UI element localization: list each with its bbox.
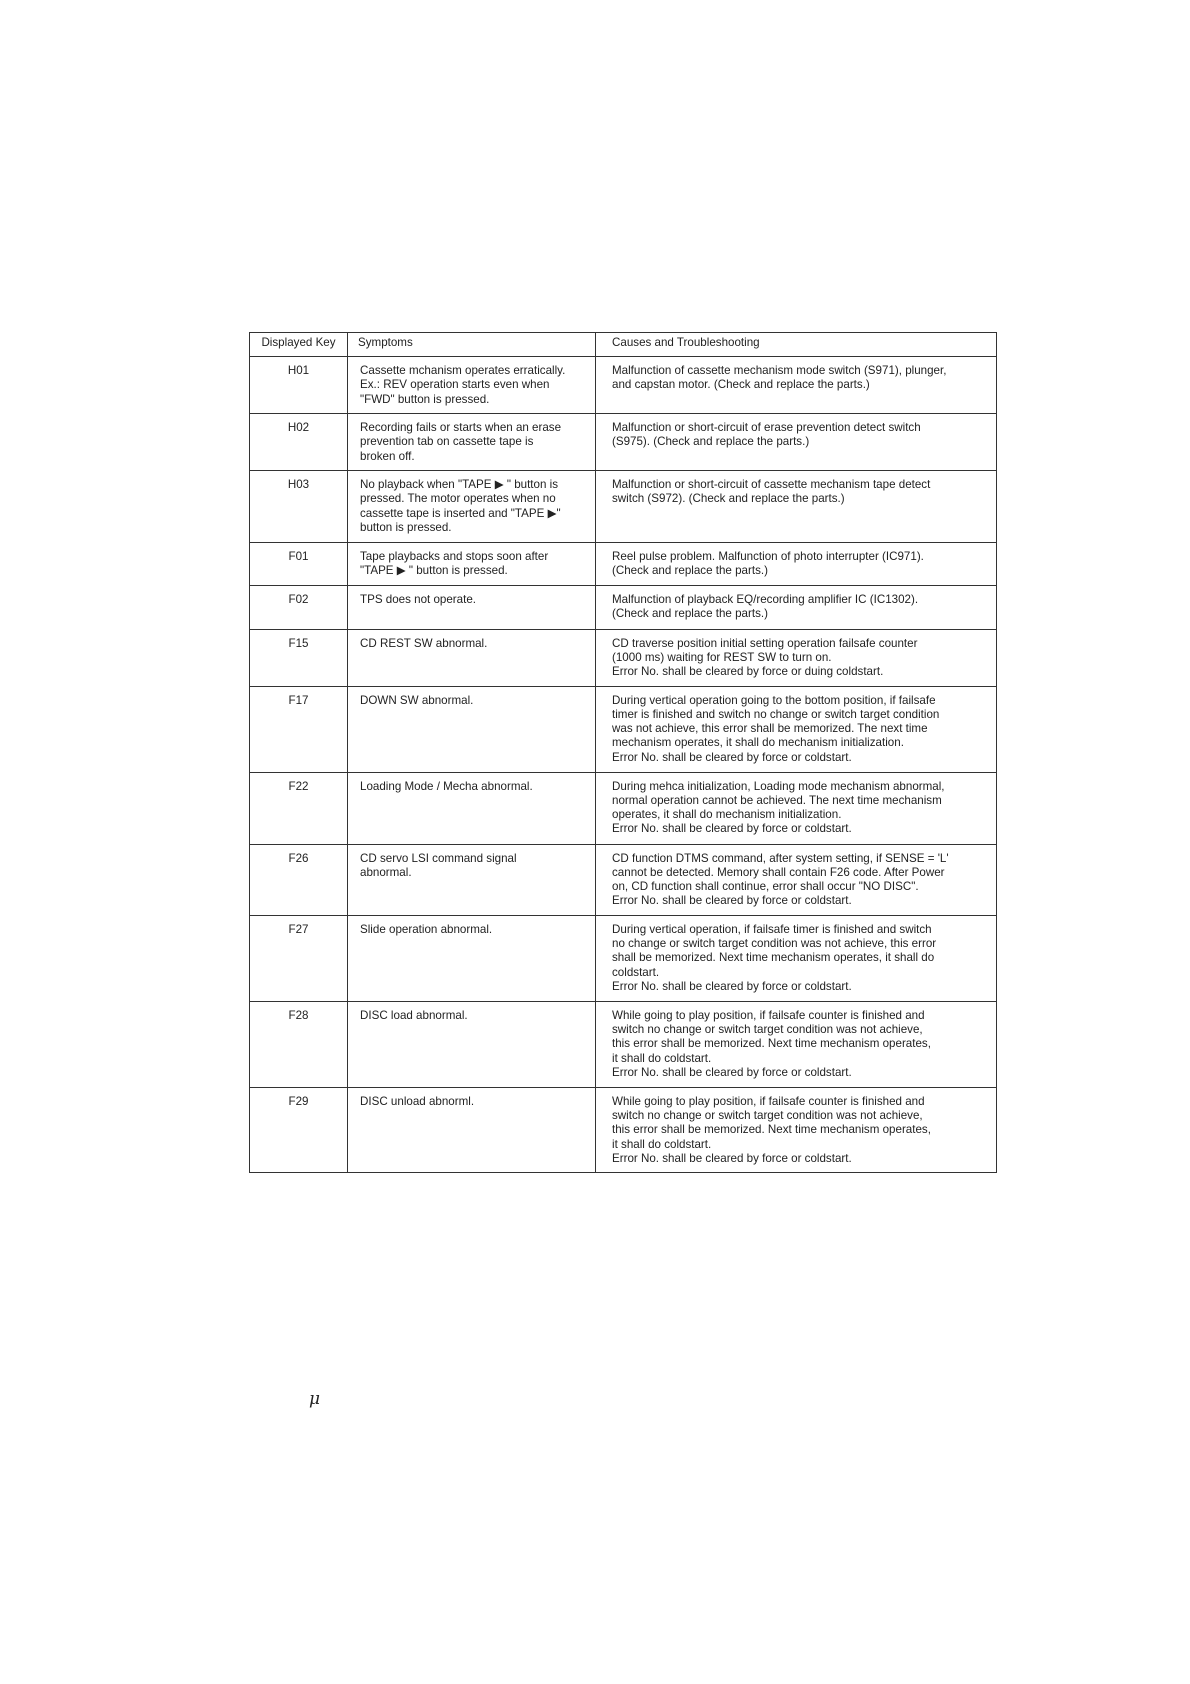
- symptom-line: prevention tab on cassette tape is: [360, 435, 534, 449]
- displayed-key-cell: F29: [250, 1087, 348, 1172]
- causes-cell: [596, 585, 997, 629]
- causes-cell: [596, 772, 997, 844]
- table-row: [250, 686, 997, 772]
- symptom-line: DISC load abnormal.: [360, 1008, 468, 1022]
- cause-line: coldstart.: [612, 965, 660, 979]
- cause-line: CD function DTMS command, after system setting, if SENSE = 'L': [612, 851, 949, 865]
- cause-line: and capstan motor. (Check and replace the parts.): [612, 378, 870, 392]
- symptoms-cell: [348, 844, 596, 915]
- cause-line: Error No. shall be cleared by force or coldstart.: [612, 822, 852, 836]
- table-row: [250, 357, 997, 414]
- table-row: [250, 772, 997, 844]
- cause-line: Error No. shall be cleared by force or coldstart.: [612, 1065, 852, 1079]
- symptom-line: Recording fails or starts when an erase: [360, 421, 562, 434]
- cause-line: was not achieve, this error shall be memorized. The next time: [612, 722, 928, 736]
- causes-cell: [596, 629, 997, 686]
- symptom-line: No playback when "TAPE ▶ " button is: [360, 478, 559, 491]
- table-body: [250, 357, 997, 1173]
- cause-line: Error No. shall be cleared by force or coldstart.: [612, 894, 852, 908]
- symptom-line: DISC unload abnorml.: [360, 1094, 475, 1108]
- cause-line: this error shall be memorized. Next time mechanism operates,: [612, 1123, 931, 1137]
- table-row: [250, 1087, 997, 1172]
- cause-line: timer is finished and switch no change or switch target condition: [612, 707, 940, 721]
- cause-line: no change or switch target condition was not achieve, this error: [612, 937, 937, 951]
- symptom-line: TPS does not operate.: [360, 592, 477, 606]
- causes-cell: [596, 1087, 997, 1172]
- displayed-key-cell: H03: [250, 471, 348, 543]
- symptom-line: CD servo LSI command signal: [360, 851, 517, 865]
- cause-line: (Check and replace the parts.): [612, 564, 768, 578]
- displayed-key-cell: F28: [250, 1001, 348, 1087]
- cause-line: Error No. shall be cleared by force or coldstart.: [612, 750, 852, 764]
- table-row: [250, 471, 997, 543]
- cause-line: (S975). (Check and replace the parts.): [612, 435, 810, 449]
- cause-line: CD traverse position initial setting operation failsafe counter: [612, 636, 918, 650]
- symptoms-cell: [348, 772, 596, 844]
- displayed-key-cell: F17: [250, 686, 348, 772]
- displayed-key-cell: F02: [250, 585, 348, 629]
- symptom-line: DOWN SW abnormal.: [360, 693, 474, 707]
- symptoms-cell: [348, 1001, 596, 1087]
- causes-cell: [596, 471, 997, 543]
- table-row: [250, 585, 997, 629]
- causes-cell: [596, 844, 997, 915]
- cause-line: shall be memorized. Next time mechanism operates, it shall do: [612, 951, 935, 965]
- displayed-key-cell: F27: [250, 915, 348, 1001]
- cause-line: During vertical operation going to the bottom position, if failsafe: [612, 693, 936, 707]
- cause-line: Error No. shall be cleared by force or duing coldstart.: [612, 665, 884, 679]
- symptom-line: button is pressed.: [360, 520, 452, 534]
- error-code-table: [249, 332, 997, 1173]
- symptom-line: Loading Mode / Mecha abnormal.: [360, 779, 533, 793]
- table-row: [250, 543, 997, 586]
- mu-symbol: μ: [309, 1389, 321, 1409]
- cause-line: this error shall be memorized. Next time mechanism operates,: [612, 1037, 931, 1051]
- cause-line: it shall do coldstart.: [612, 1137, 712, 1151]
- cause-line: switch (S972). (Check and replace the parts.): [612, 492, 845, 506]
- displayed-key-cell: H01: [250, 357, 348, 414]
- displayed-key-cell: F15: [250, 629, 348, 686]
- cause-line: (Check and replace the parts.): [612, 606, 768, 620]
- cause-line: (1000 ms) waiting for REST SW to turn on.: [612, 650, 832, 664]
- cause-line: operates, it shall do mechanism initialization.: [612, 808, 842, 822]
- symptom-line: Slide operation abnormal.: [360, 922, 493, 936]
- displayed-key-cell: F01: [250, 543, 348, 586]
- symptoms-cell: [348, 357, 596, 414]
- header-causes: Causes and Troubleshooting: [596, 333, 997, 357]
- symptom-line: Tape playbacks and stops soon after: [360, 550, 549, 563]
- symptoms-cell: [348, 585, 596, 629]
- symptom-line: Ex.: REV operation starts even when: [360, 378, 550, 392]
- causes-cell: [596, 357, 997, 414]
- cause-line: During vertical operation, if failsafe timer is finished and switch: [612, 922, 932, 936]
- cause-line: Malfunction or short-circuit of erase prevention detect switch: [612, 421, 921, 434]
- symptoms-cell: [348, 686, 596, 772]
- table-row: [250, 414, 997, 471]
- header-symptoms: Symptoms: [348, 333, 596, 357]
- cause-line: on, CD function shall continue, error shall occur "NO DISC".: [612, 880, 919, 894]
- causes-cell: [596, 414, 997, 471]
- causes-cell: [596, 543, 997, 586]
- cause-line: switch no change or switch target condition was not achieve,: [612, 1109, 923, 1123]
- cause-line: Reel pulse problem. Malfunction of photo interrupter (IC971).: [612, 550, 924, 563]
- symptoms-cell: [348, 629, 596, 686]
- causes-cell: [596, 915, 997, 1001]
- symptoms-cell: [348, 1087, 596, 1172]
- cause-line: Malfunction of playback EQ/recording amplifier IC (IC1302).: [612, 592, 919, 606]
- cause-line: While going to play position, if failsafe counter is finished and: [612, 1008, 925, 1022]
- symptoms-cell: [348, 543, 596, 586]
- displayed-key-cell: F26: [250, 844, 348, 915]
- table-header-row: [250, 333, 997, 357]
- symptoms-cell: [348, 915, 596, 1001]
- cause-line: While going to play position, if failsafe counter is finished and: [612, 1094, 925, 1108]
- symptom-line: abnormal.: [360, 865, 412, 879]
- cause-line: Malfunction of cassette mechanism mode switch (S971), plunger,: [612, 364, 947, 377]
- causes-cell: [596, 1001, 997, 1087]
- symptom-line: cassette tape is inserted and "TAPE ▶": [360, 506, 561, 520]
- table-row: [250, 844, 997, 915]
- cause-line: normal operation cannot be achieved. The next time mechanism: [612, 793, 942, 807]
- cause-line: During mehca initialization, Loading mode mechanism abnormal,: [612, 779, 945, 793]
- cause-line: it shall do coldstart.: [612, 1051, 712, 1065]
- causes-cell: [596, 686, 997, 772]
- cause-line: switch no change or switch target condition was not achieve,: [612, 1023, 923, 1037]
- symptom-line: pressed. The motor operates when no: [360, 492, 556, 506]
- header-displayed-key: Displayed Key: [250, 333, 348, 357]
- symptom-line: Cassette mchanism operates erratically.: [360, 364, 566, 377]
- displayed-key-cell: F22: [250, 772, 348, 844]
- displayed-key-cell: H02: [250, 414, 348, 471]
- symptoms-cell: [348, 414, 596, 471]
- symptom-line: "TAPE ▶ " button is pressed.: [360, 564, 508, 578]
- table-row: [250, 915, 997, 1001]
- table-row: [250, 629, 997, 686]
- cause-line: Error No. shall be cleared by force or coldstart.: [612, 1151, 852, 1165]
- cause-line: Error No. shall be cleared by force or coldstart.: [612, 979, 852, 993]
- cause-line: cannot be detected. Memory shall contain F26 code. After Power: [612, 865, 945, 879]
- cause-line: Malfunction or short-circuit of cassette mechanism tape detect: [612, 478, 931, 491]
- symptom-line: broken off.: [360, 449, 415, 463]
- table-row: [250, 1001, 997, 1087]
- symptom-line: CD REST SW abnormal.: [360, 636, 488, 650]
- symptoms-cell: [348, 471, 596, 543]
- symptom-line: "FWD" button is pressed.: [360, 392, 490, 406]
- cause-line: mechanism operates, it shall do mechanism initialization.: [612, 736, 904, 750]
